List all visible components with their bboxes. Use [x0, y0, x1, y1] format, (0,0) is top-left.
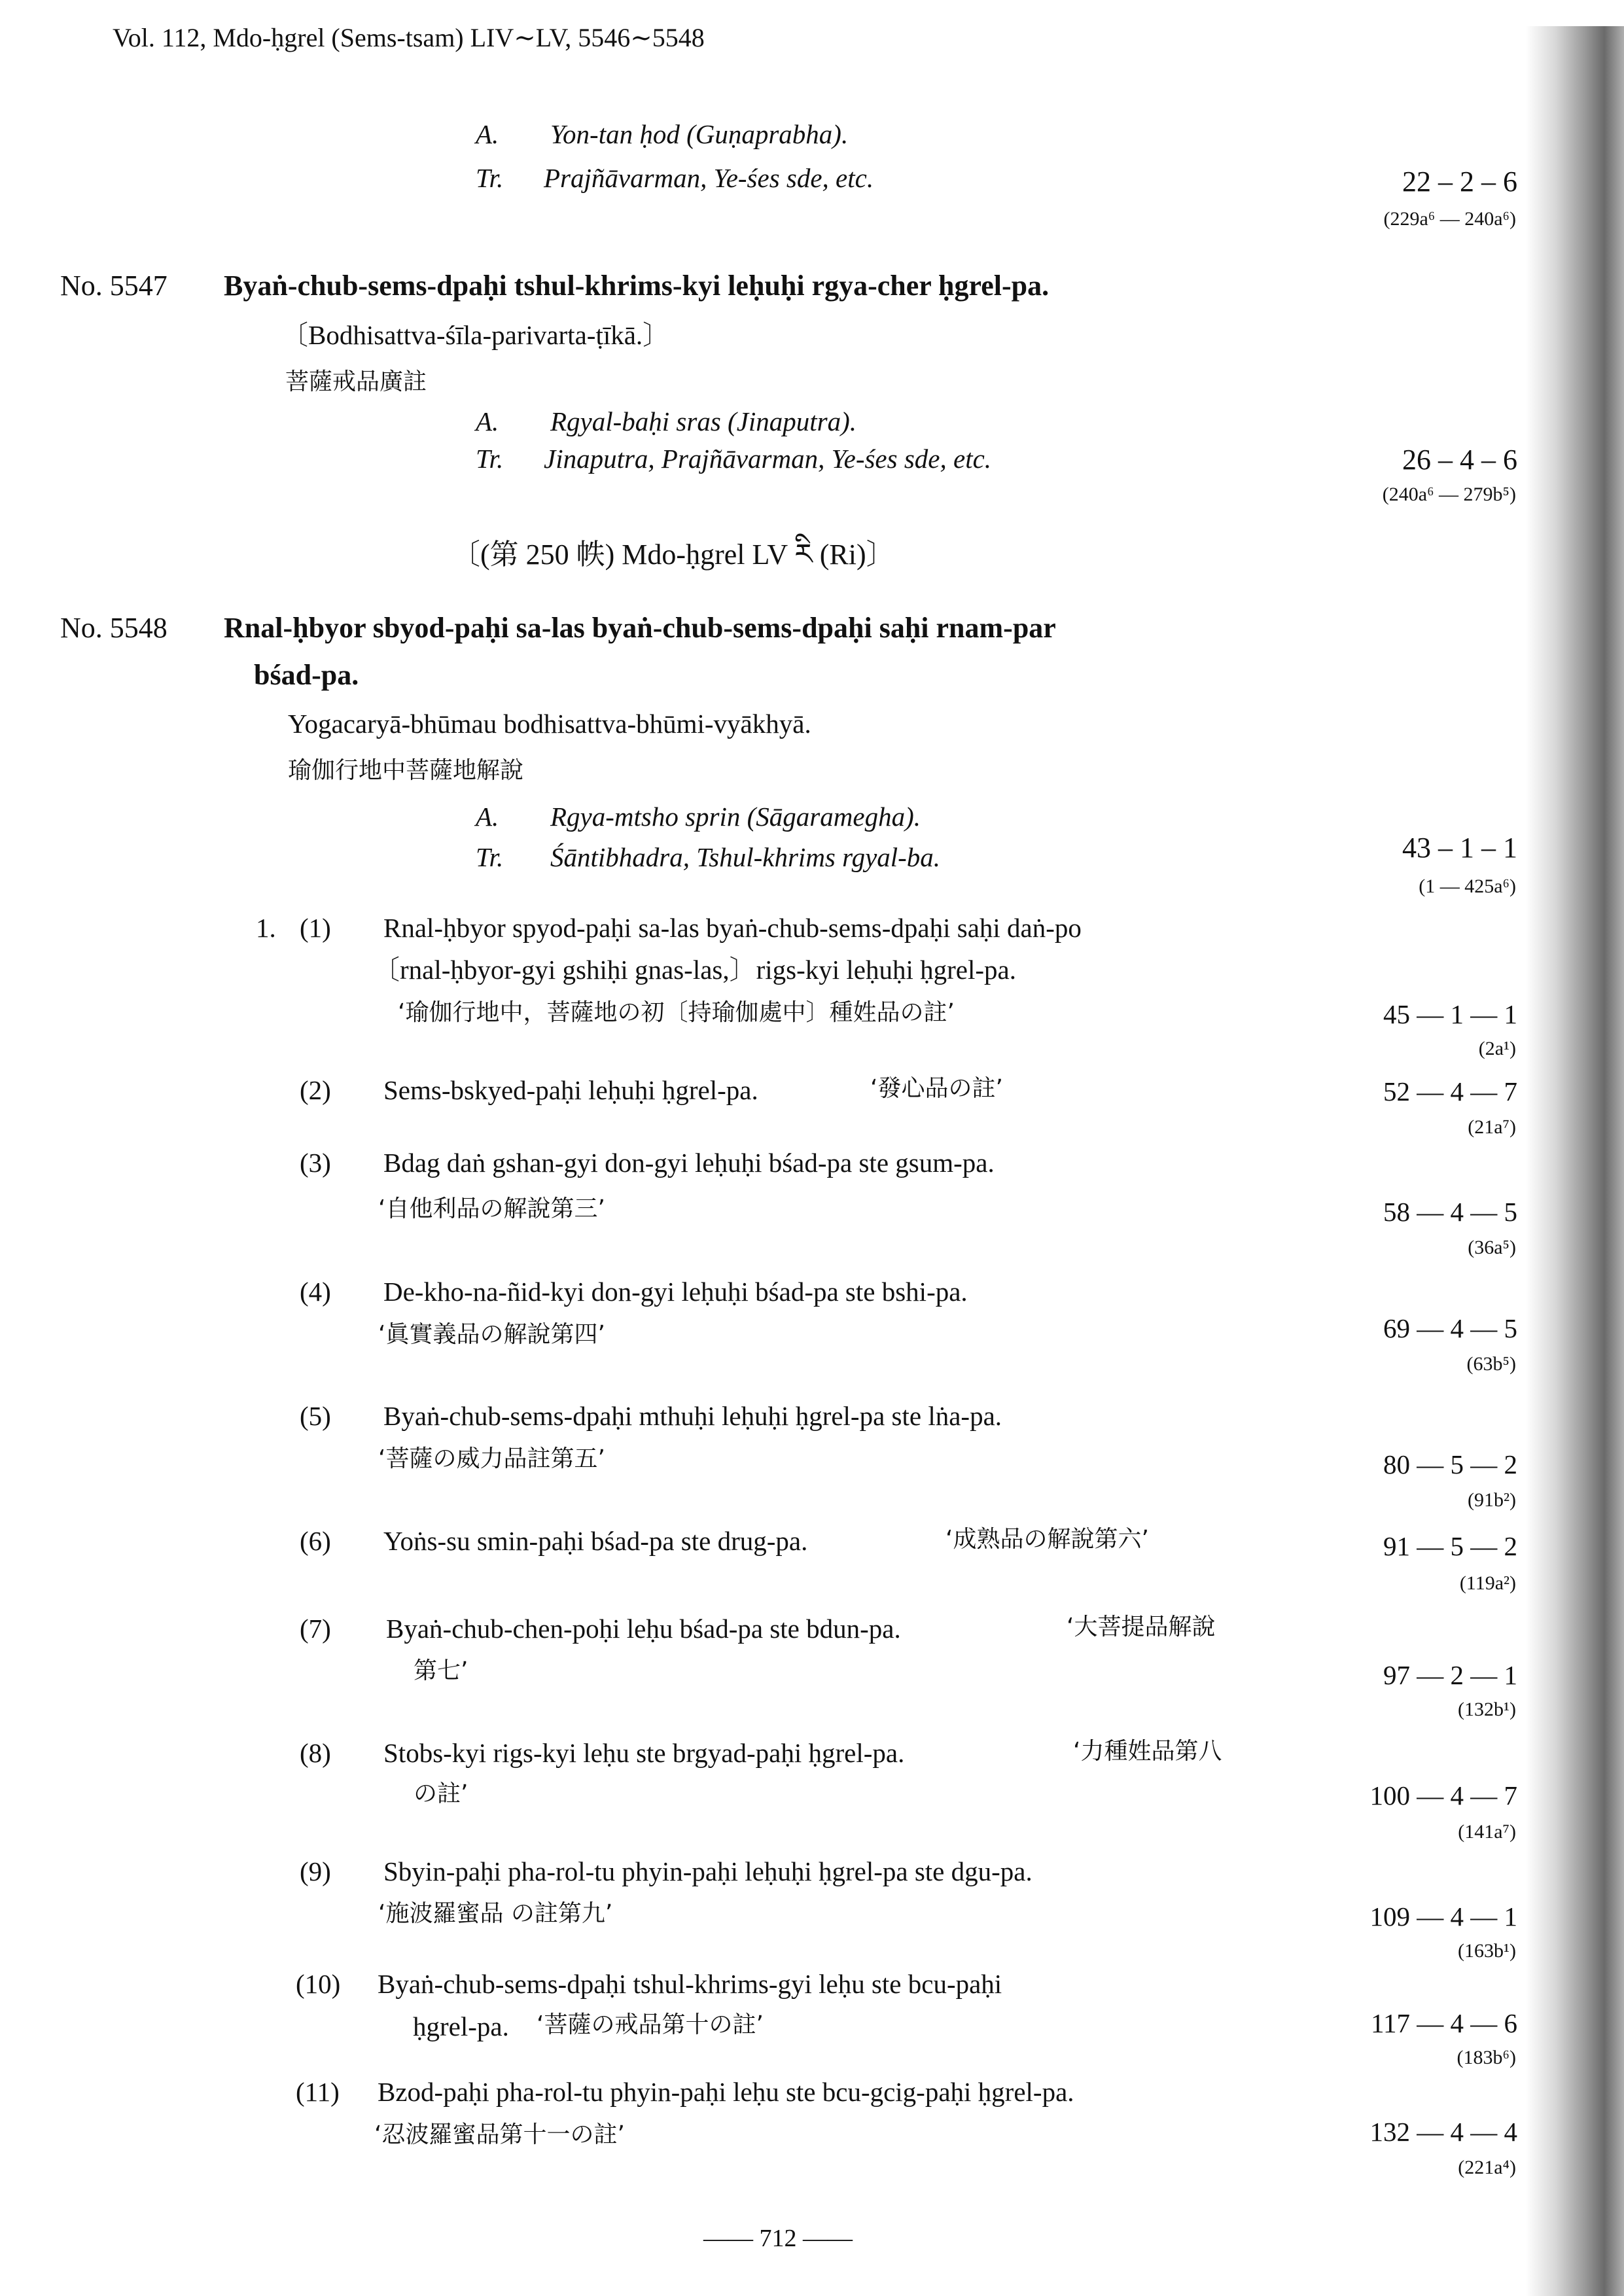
folio-range: (240a⁶ — 279b⁵): [1382, 484, 1516, 505]
chapter-title: Byaṅ-chub-sems-dpaḥi mthuḥi leḥuḥi ḥgrel-pa ste lṅa-pa.: [383, 1401, 1002, 1431]
reference-number: 43 – 1 – 1: [1402, 832, 1517, 864]
reference-number: 80 — 5 — 2: [1383, 1449, 1517, 1479]
entry-number: No. 5548: [60, 612, 168, 644]
chapter-japanese: ‘瑜伽行地中，菩薩地の初〔持瑜伽處中〕種姓品の註’: [398, 999, 955, 1026]
author-label: A.: [476, 406, 499, 436]
author: Rgyal-baḥi sras (Jinaputra).: [550, 406, 857, 436]
folio-range: (1 — 425a⁶): [1419, 875, 1516, 897]
folio: (183b⁶): [1456, 2047, 1516, 2068]
folio-range: (229a⁶ — 240a⁶): [1383, 208, 1516, 230]
page-number: —— 712 ——: [703, 2225, 853, 2252]
chapter-title: Sbyin-paḥi pha-rol-tu phyin-paḥi leḥuḥi ḥgrel-pa ste dgu-pa.: [383, 1856, 1033, 1886]
chapter-japanese-cont: 第七’: [414, 1657, 468, 1684]
volume-heading: 〔(第 250 帙) Mdo-ḥgrel LV རི (Ri)〕: [451, 539, 895, 571]
chapter-number: (9): [300, 1856, 331, 1886]
chapter-number: (4): [300, 1277, 331, 1307]
sanskrit-title: Yogacaryā-bhūmau bodhisattva-bhūmi-vyākhyā.: [288, 709, 811, 739]
chapter-number: (7): [300, 1614, 331, 1644]
reference-number: 26 – 4 – 6: [1402, 444, 1517, 476]
reference-number: 97 — 2 — 1: [1383, 1660, 1517, 1690]
author-label: A.: [476, 119, 499, 149]
entry-title-line2: bśad-pa.: [254, 659, 359, 691]
chapter-title: Rnal-ḥbyor spyod-paḥi sa-las byaṅ-chub-sems-dpaḥi saḥi daṅ-po: [383, 913, 1082, 943]
chapter-title: Byaṅ-chub-chen-poḥi leḥu bśad-pa ste bdun-pa.: [386, 1614, 901, 1644]
reference-number: 58 — 4 — 5: [1383, 1197, 1517, 1227]
chinese-title: 菩薩戒品廣註: [285, 368, 427, 395]
folio: (141a⁷): [1458, 1821, 1516, 1843]
chapter-japanese: ‘菩薩の戒品第十の註’: [537, 2011, 764, 2038]
page-edge-shadow: [1526, 26, 1624, 2296]
chapter-title: Yoṅs-su smin-paḥi bśad-pa ste drug-pa.: [383, 1526, 808, 1556]
chapter-number: (6): [300, 1526, 331, 1556]
reference-number: 45 — 1 — 1: [1383, 999, 1517, 1029]
reference-number: 69 — 4 — 5: [1383, 1313, 1517, 1343]
chapter-japanese: ‘施波羅蜜品 の註第九’: [378, 1900, 613, 1927]
folio: (163b¹): [1458, 1940, 1516, 1962]
chapter-japanese: ‘成熟品の解說第六’: [945, 1526, 1149, 1553]
chapter-japanese-cont: の註’: [414, 1780, 468, 1807]
chapter-japanese: ‘菩薩の威力品註第五’: [378, 1445, 605, 1472]
chapter-japanese: ‘發心品の註’: [870, 1075, 1003, 1102]
entry-title: Byaṅ-chub-sems-dpaḥi tshul-khrims-kyi leḥuḥi rgya-cher ḥgrel-pa.: [224, 270, 1050, 302]
translator: Śāntibhadra, Tshul-khrims rgyal-ba.: [550, 842, 941, 872]
chapter-title: Byaṅ-chub-sems-dpaḥi tshul-khrims-gyi leḥu ste bcu-paḥi: [378, 1969, 1002, 1999]
author-label: A.: [476, 802, 499, 832]
chapter-japanese: ‘大菩提品解說: [1067, 1614, 1216, 1640]
chapter-title: De-kho-na-ñid-kyi don-gyi leḥuḥi bśad-pa ste bshi-pa.: [383, 1277, 968, 1307]
chinese-title: 瑜伽行地中菩薩地解說: [288, 757, 524, 784]
reference-number: 91 — 5 — 2: [1383, 1531, 1517, 1561]
reference-number: 109 — 4 — 1: [1369, 1901, 1517, 1932]
reference-number: 117 — 4 — 6: [1371, 2008, 1517, 2038]
reference-number: 52 — 4 — 7: [1383, 1076, 1517, 1106]
folio: (91b²): [1468, 1489, 1516, 1511]
chapter-title-cont: ḥgrel-pa.: [413, 2011, 509, 2041]
section-number: 1.: [256, 913, 276, 943]
chapter-title: Bzod-paḥi pha-rol-tu phyin-paḥi leḥu ste bcu-gcig-paḥi ḥgrel-pa.: [378, 2077, 1074, 2107]
chapter-title-cont: 〔rnal-ḥbyor-gyi gshiḥi gnas-las,〕rigs-kyi leḥuḥi ḥgrel-pa.: [373, 955, 1016, 985]
chapter-number: (8): [300, 1738, 331, 1768]
chapter-number: (1): [300, 913, 331, 943]
chapter-japanese: ‘力種姓品第八: [1073, 1738, 1222, 1765]
chapter-number: (3): [300, 1148, 331, 1178]
translator-label: Tr.: [476, 444, 504, 474]
entry-number: No. 5547: [60, 270, 168, 302]
chapter-title: Bdag daṅ gshan-gyi don-gyi leḥuḥi bśad-pa ste gsum-pa.: [383, 1148, 995, 1178]
chapter-japanese: ‘自他利品の解說第三’: [378, 1195, 605, 1222]
reference-number: 100 — 4 — 7: [1369, 1780, 1517, 1810]
translator: Prajñāvarman, Ye-śes sde, etc.: [544, 163, 874, 193]
chapter-japanese: ‘眞實義品の解說第四’: [378, 1321, 605, 1348]
translator-label: Tr.: [476, 163, 504, 193]
chapter-title: Stobs-kyi rigs-kyi leḥu ste brgyad-paḥi ḥgrel-pa.: [383, 1738, 905, 1768]
chapter-title: Sems-bskyed-paḥi leḥuḥi ḥgrel-pa.: [383, 1075, 758, 1105]
chapter-number: (2): [300, 1075, 331, 1105]
author: Rgya-mtsho sprin (Sāgaramegha).: [550, 802, 921, 832]
sanskrit-title: 〔Bodhisattva-śīla-parivarta-ṭīkā.〕: [281, 320, 670, 350]
reference-number: 22 – 2 – 6: [1402, 166, 1517, 198]
chapter-number: (10): [296, 1969, 341, 1999]
folio: (132b¹): [1458, 1699, 1516, 1720]
entry-title-line1: Rnal-ḥbyor sbyod-paḥi sa-las byaṅ-chub-sems-dpaḥi saḥi rnam-par: [224, 612, 1056, 644]
folio: (221a⁴): [1458, 2157, 1516, 2178]
translator: Jinaputra, Prajñāvarman, Ye-śes sde, etc.: [544, 444, 992, 474]
chapter-number: (11): [296, 2077, 340, 2107]
folio: (36a⁵): [1468, 1237, 1516, 1258]
folio: (63b⁵): [1466, 1353, 1516, 1375]
chapter-number: (5): [300, 1401, 331, 1431]
translator-label: Tr.: [476, 842, 504, 872]
running-header: Vol. 112, Mdo-ḥgrel (Sems-tsam) LIV∼LV, 5546∼5548: [113, 23, 705, 52]
folio: (2a¹): [1478, 1038, 1516, 1059]
reference-number: 132 — 4 — 4: [1369, 2117, 1517, 2147]
folio: (21a⁷): [1468, 1116, 1516, 1138]
chapter-japanese: ‘忍波羅蜜品第十一の註’: [374, 2121, 625, 2148]
author: Yon-tan ḥod (Guṇaprabha).: [550, 119, 849, 149]
folio: (119a²): [1459, 1572, 1516, 1594]
